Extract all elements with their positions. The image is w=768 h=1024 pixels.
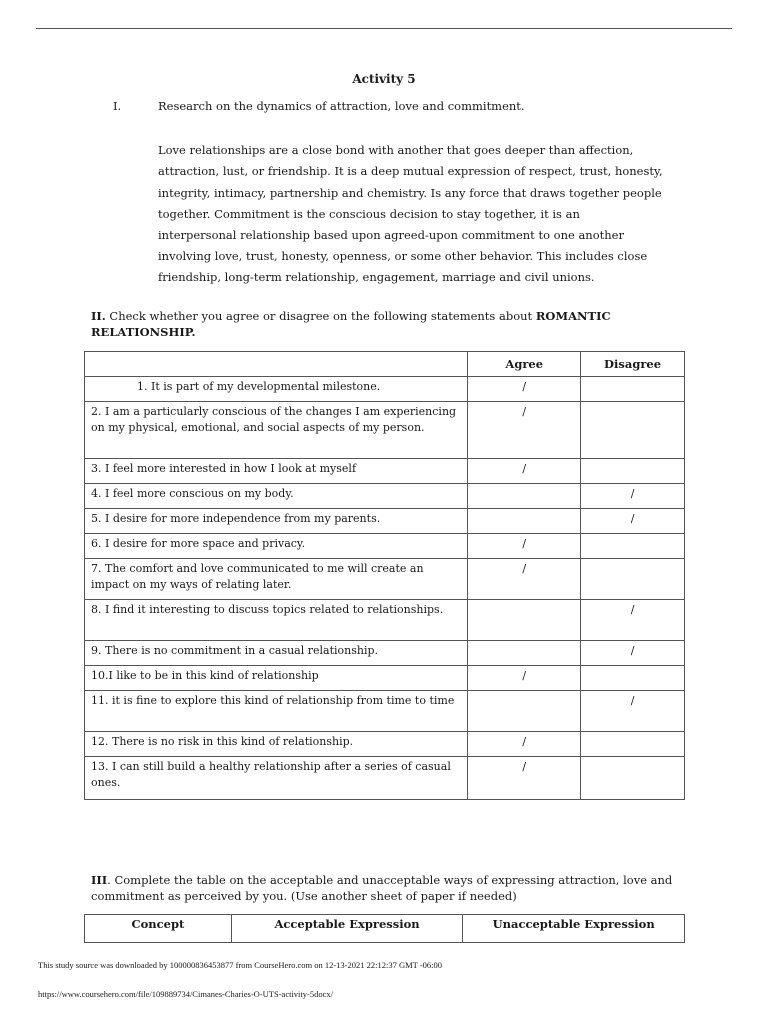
section2-emphasis: ROMANTIC RELATIONSHIP. [91,309,611,339]
paragraph-line: interpersonal relationship based upon agreed-upon commitment to one another [158,228,624,243]
statement-cell: 6. I desire for more space and privacy. [85,534,468,559]
agree-disagree-table [84,351,685,800]
disagree-cell[interactable] [581,559,685,600]
table-header-row [85,915,685,943]
table-row [85,534,685,559]
agree-cell[interactable] [468,641,581,666]
source-url[interactable]: https://www.coursehero.com/file/109889734/Cimanes-Charies-O-UTS-activity-5docx/ [38,989,333,999]
agree-cell[interactable]: / [468,666,581,691]
table-row [85,732,685,757]
statement-cell: 1. It is part of my developmental milestone. [85,377,468,402]
statement-cell: 5. I desire for more independence from my parents. [85,509,468,534]
table-row [85,641,685,666]
table-row [85,600,685,641]
paragraph-line: attraction, lust, or friendship. It is a deep mutual expression of respect, trust, honesty, [158,164,663,179]
activity-title: Activity 5 [352,72,416,86]
agree-cell[interactable]: / [468,559,581,600]
disagree-cell[interactable] [581,666,685,691]
disagree-cell[interactable]: / [581,509,685,534]
disagree-column-header: Disagree [581,352,685,377]
table-row [85,377,685,402]
concept-column-header: Concept [85,915,232,943]
section2-instructions [91,308,691,340]
table-row [85,459,685,484]
table-row [85,691,685,732]
agree-cell[interactable]: / [468,732,581,757]
table-row [85,484,685,509]
top-rule [36,28,732,29]
agree-cell[interactable]: / [468,534,581,559]
disagree-cell[interactable]: / [581,641,685,666]
section1-number: I. [113,99,122,113]
disagree-cell[interactable]: / [581,600,685,641]
table-row [85,509,685,534]
table-row [85,757,685,800]
statement-column-header [85,352,468,377]
agree-cell[interactable]: / [468,377,581,402]
statement-cell: 3. I feel more interested in how I look at myself [85,459,468,484]
statement-cell: 10.I like to be in this kind of relationship [85,666,468,691]
acceptable-column-header: Acceptable Expression [231,915,463,943]
table-row [85,402,685,459]
statement-cell: 2. I am a particularly conscious of the changes I am experiencing on my physical, emotional, and social aspects of my person. [85,402,468,459]
table-row [85,666,685,691]
disagree-cell[interactable]: / [581,484,685,509]
disagree-cell[interactable] [581,757,685,800]
section1-heading: Research on the dynamics of attraction, love and commitment. [158,99,525,113]
disagree-cell[interactable] [581,534,685,559]
agree-column-header: Agree [468,352,581,377]
statement-cell: 13. I can still build a healthy relationship after a series of casual ones. [85,757,468,800]
statement-cell: 4. I feel more conscious on my body. [85,484,468,509]
section1-paragraph [158,119,678,310]
agree-cell[interactable] [468,600,581,641]
paragraph-line: together. Commitment is the conscious decision to stay together, it is an [158,206,580,221]
download-notice: This study source was downloaded by 100000836453877 from CourseHero.com on 12-13-2021 22:12:37 GMT -06:00 [38,960,443,970]
table-header-row [85,352,685,377]
agree-cell[interactable] [468,691,581,732]
section2-number: II. [91,309,106,323]
section2-text: Check whether you agree or disagree on the following statements about [105,309,536,323]
statement-cell: 8. I find it interesting to discuss topics related to relationships. [85,600,468,641]
paragraph-line: friendship, long-term relationship, engagement, marriage and civil unions. [158,270,595,285]
statement-cell: 7. The comfort and love communicated to me will create an impact on my ways of relating later. [85,559,468,600]
agree-cell[interactable] [468,484,581,509]
table-row [85,559,685,600]
disagree-cell[interactable]: / [581,691,685,732]
paragraph-line: Love relationships are a close bond with another that goes deeper than affection, [158,143,634,158]
disagree-cell[interactable] [581,377,685,402]
unacceptable-column-header: Unacceptable Expression [463,915,685,943]
section3-instructions [91,872,691,904]
disagree-cell[interactable] [581,459,685,484]
agree-cell[interactable]: / [468,459,581,484]
statement-cell: 9. There is no commitment in a casual relationship. [85,641,468,666]
paragraph-line: integrity, intimacy, partnership and chemistry. Is any force that draws together people [158,185,662,200]
disagree-cell[interactable] [581,402,685,459]
statement-cell: 11. it is fine to explore this kind of relationship from time to time [85,691,468,732]
agree-cell[interactable]: / [468,757,581,800]
expression-table [84,914,685,943]
disagree-cell[interactable] [581,732,685,757]
section3-number: III [91,873,108,887]
agree-cell[interactable]: / [468,402,581,459]
paragraph-line: involving love, trust, honesty, openness, or some other behavior. This includes close [158,249,648,264]
agree-cell[interactable] [468,509,581,534]
section3-text: . Complete the table on the acceptable and unacceptable ways of expressing attraction, love and commitment as perceived by you. (Use another sheet of paper if needed) [91,873,673,903]
statement-cell: 12. There is no risk in this kind of relationship. [85,732,468,757]
